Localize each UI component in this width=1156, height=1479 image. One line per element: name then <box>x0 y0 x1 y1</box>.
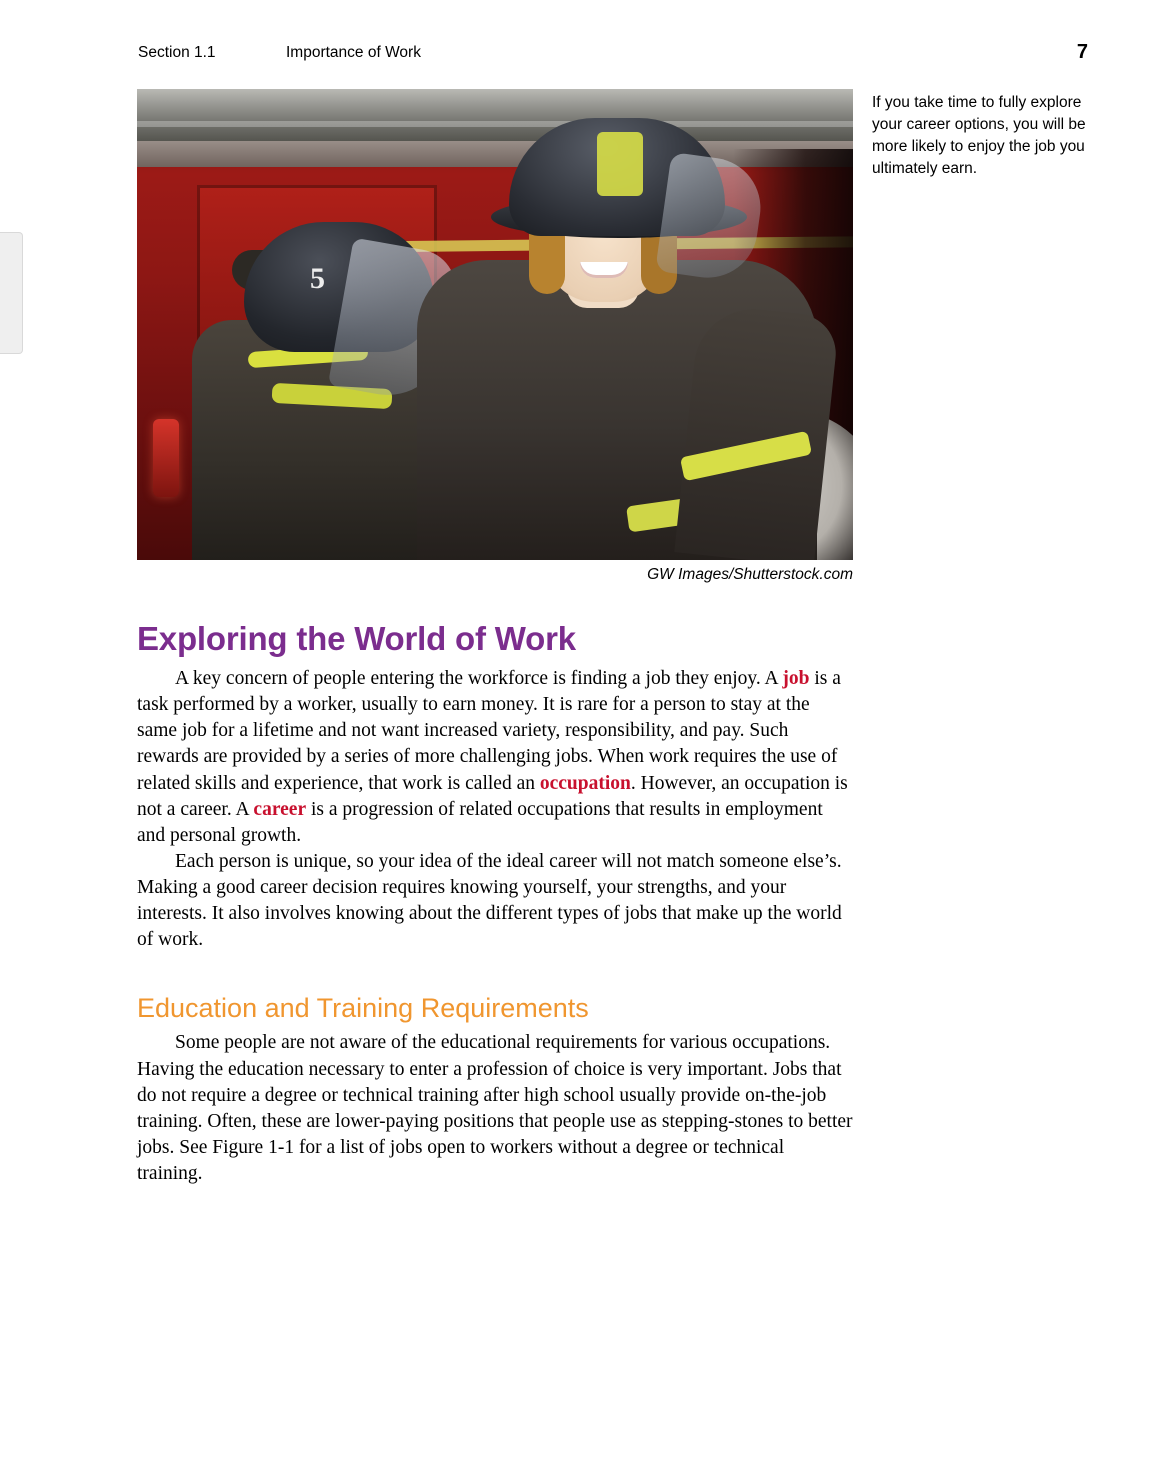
firefighter-foreground <box>417 130 817 560</box>
figure-credit: GW Images/Shutterstock.com <box>647 566 853 583</box>
paragraph-1-part-4: is a progression of related occupations that results in employment and personal growth. <box>137 798 823 846</box>
paragraph-3: Some people are not aware of the educational requirements for various occupations. Having the education necessary to enter a profession of choice is very important. Jobs that do not require a degree or technical training after high school usually provide on-the-job training. Often, these are lower-paying positions that people use as stepping-stones to better jobs. See Figure 1-1 for a list of jobs open to workers without a degree or technical training. <box>137 1032 853 1184</box>
running-head-section-title: Importance of Work <box>286 44 421 61</box>
key-term-job: job <box>782 668 810 689</box>
figure-photo <box>137 89 853 560</box>
content-column <box>137 620 853 1187</box>
running-head <box>138 41 1088 66</box>
page-number: 7 <box>1076 41 1088 63</box>
helmet-number: 5 <box>310 262 325 295</box>
paragraph-1-part-3: . However, an occupation is not a career. A <box>137 772 848 820</box>
helmet-reflective-stripe <box>597 132 643 196</box>
margin-note: If you take time to fully explore your career options, you will be more likely to enjoy the job you ultimately earn. <box>872 94 1086 177</box>
fire-engine-tail-light <box>153 419 179 497</box>
key-term-occupation: occupation <box>539 772 631 794</box>
paragraph-1-part-1: A key concern of people entering the workforce is finding a job they enjoy. A <box>175 668 783 689</box>
running-head-section-label: Section 1.1 <box>138 44 216 61</box>
subheading-education-and-training: Education and Training Requirements <box>137 993 589 1024</box>
firefighters-photo-illustration <box>137 89 853 560</box>
paragraph-2: Each person is unique, so your idea of the ideal career will not match someone else’s. Making a good career decision requires knowing yourself, your strengths, and your interests. It also involves knowing about the different types of jobs that make up the world of work. <box>137 850 842 951</box>
page-edge-tab <box>0 232 23 354</box>
paragraph-1 <box>137 666 853 849</box>
page-title: Exploring the World of Work <box>137 620 576 657</box>
key-term-career: career <box>253 798 307 820</box>
paragraph-1-part-2: is a task performed by a worker, usually to earn money. It is rare for a person to stay at the same job for a lifetime and not want increased variety, responsibility, and pay. Such rewards are provided by a series of more challenging jobs. When work requires the use of related skills and experience, that work is called an <box>137 668 841 794</box>
turnout-coat-sleeve <box>674 303 839 560</box>
